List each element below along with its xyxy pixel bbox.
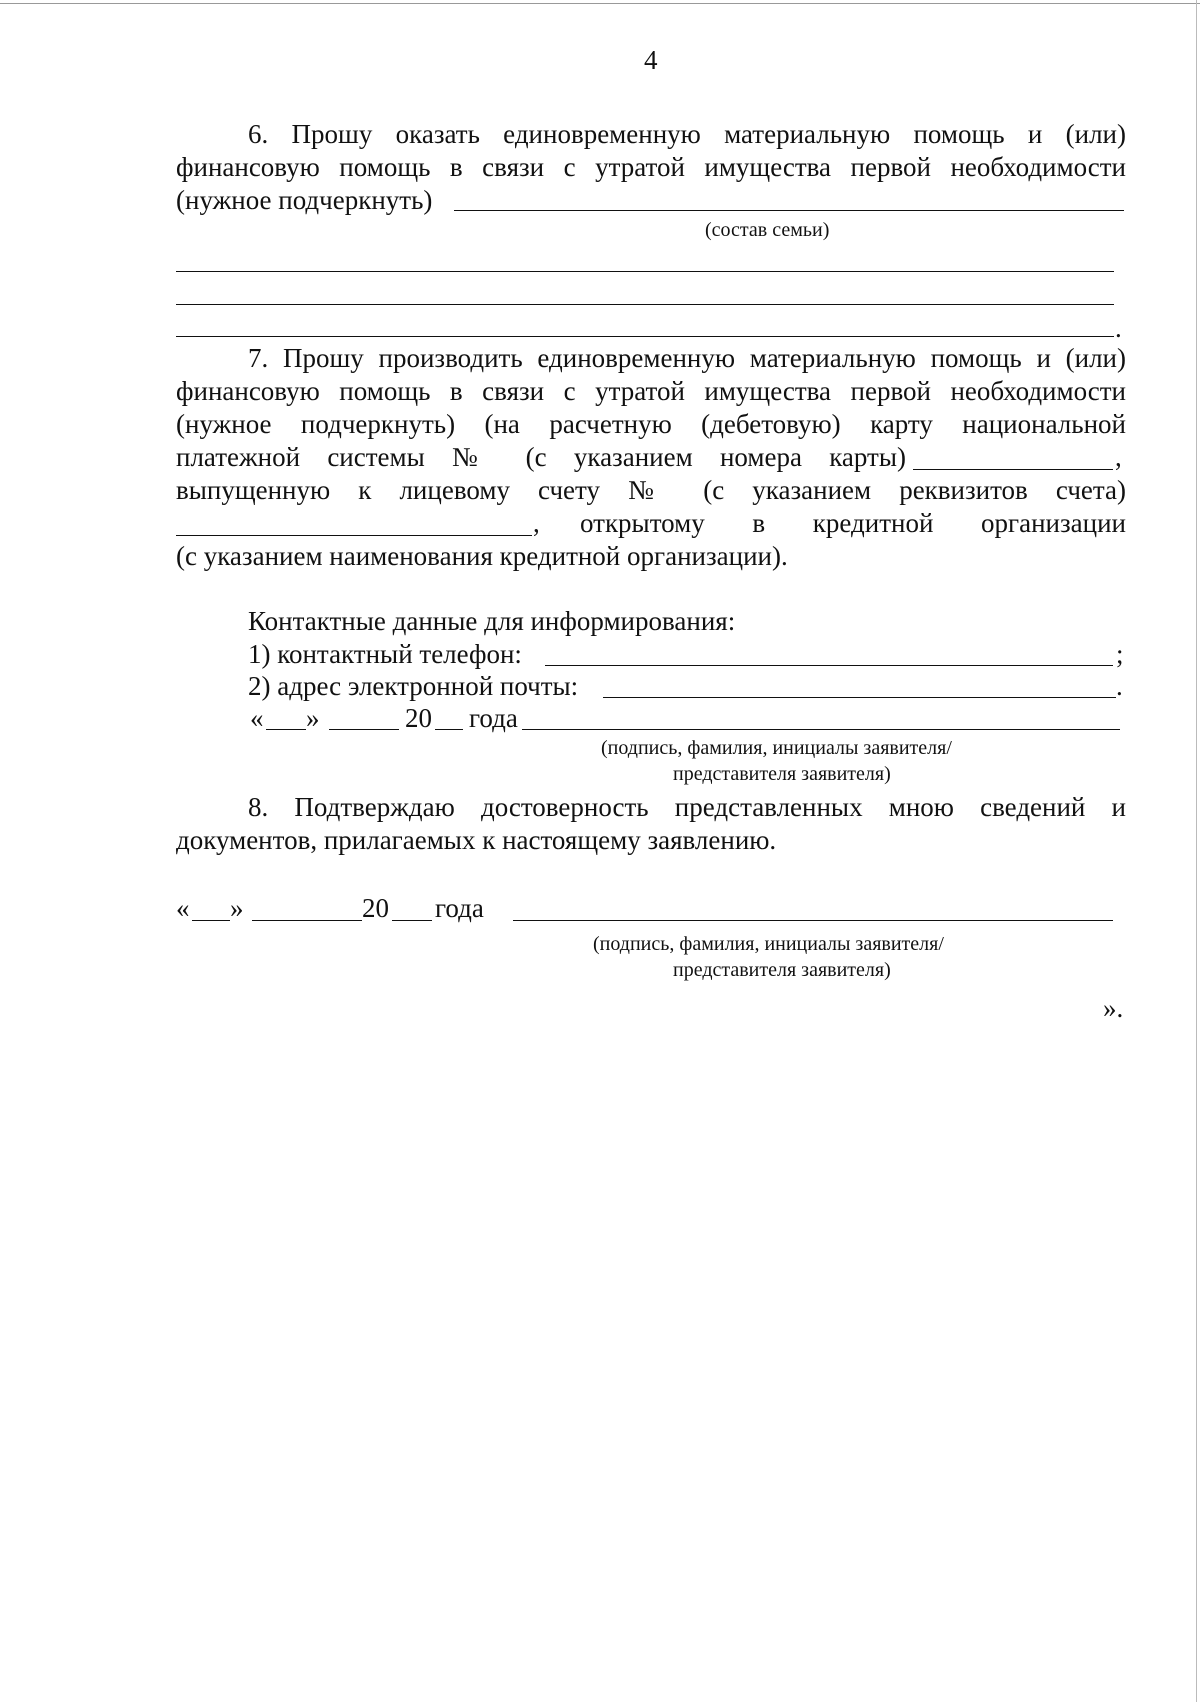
account-details-comma: , [533, 508, 540, 538]
account-details-field[interactable] [176, 535, 532, 536]
date-year-prefix: 20 [405, 703, 432, 733]
phone-label: 1) контактный телефон: [248, 639, 522, 669]
date-year-word: года [469, 703, 518, 733]
phone-end: ; [1116, 639, 1124, 669]
family-end-period: . [1115, 313, 1122, 343]
email-label: 2) адрес электронной почты: [248, 671, 579, 701]
final-date-quote-open: « [176, 893, 190, 923]
family-line-3[interactable] [176, 336, 1114, 337]
family-composition-caption: (состав семьи) [705, 219, 830, 241]
section-7-line-7: (с указанием наименования кредитной организации). [176, 541, 788, 571]
date-quote-open: « [250, 703, 264, 733]
signature-caption-1: (подпись, фамилия, инициалы заявителя/ [601, 737, 952, 759]
contacts-heading: Контактные данные для информирования: [248, 606, 736, 636]
section-7-line-3: (нужное подчеркнуть) (на расчетную (дебетовую) карту национальной [176, 409, 1126, 439]
final-date-year-prefix: 20 [362, 893, 389, 923]
date-year-field[interactable] [435, 729, 463, 730]
final-date-day-field[interactable] [192, 920, 230, 921]
final-date-quote-close: » [230, 893, 244, 923]
family-line-1[interactable] [176, 271, 1114, 272]
section-7-line-2: финансовую помощь в связи с утратой имущества первой необходимости [176, 376, 1126, 406]
final-signature-caption-1: (подпись, фамилия, инициалы заявителя/ [593, 933, 944, 955]
final-date-year-word: года [435, 893, 484, 923]
date-day-field[interactable] [266, 729, 306, 730]
final-date-month-field[interactable] [252, 920, 362, 921]
final-date-year-field[interactable] [392, 920, 432, 921]
section-7-line-5: выпущенную к лицевому счету № (с указанием реквизитов счета) [176, 475, 1126, 505]
email-field[interactable] [603, 697, 1116, 698]
signature-caption-2: представителя заявителя) [673, 763, 891, 785]
section-6-line-2: финансовую помощь в связи с утратой имущества первой необходимости [176, 152, 1126, 182]
closing-quote: ». [1103, 993, 1124, 1023]
page-number: 4 [644, 45, 658, 75]
final-signature-caption-2: представителя заявителя) [673, 959, 891, 981]
section-7-line-1: 7. Прошу производить единовременную материальную помощь и (или) [248, 343, 1126, 373]
section-7-line-6: открытому в кредитной организации [580, 508, 1126, 538]
phone-field[interactable] [545, 665, 1113, 666]
family-composition-field[interactable] [454, 210, 1124, 211]
section-6-line-3: (нужное подчеркнуть) [176, 185, 433, 215]
card-number-comma: , [1115, 442, 1122, 472]
section-6-line-1: 6. Прошу оказать единовременную материальную помощь и (или) [248, 119, 1126, 149]
email-end: . [1116, 671, 1123, 701]
scan-right-edge [1196, 0, 1197, 1702]
section-8-line-1: 8. Подтверждаю достоверность представленных мною сведений и [248, 792, 1126, 822]
signature-field[interactable] [522, 729, 1120, 730]
date-month-field[interactable] [329, 729, 399, 730]
family-line-2[interactable] [176, 304, 1114, 305]
section-7-line-4: платежной системы № (с указанием номера карты) [176, 442, 906, 472]
section-8-line-2: документов, прилагаемых к настоящему заявлению. [176, 825, 777, 855]
final-signature-field[interactable] [513, 920, 1113, 921]
card-number-field[interactable] [913, 469, 1113, 470]
scan-top-edge [0, 3, 1200, 4]
date-quote-close: » [306, 703, 320, 733]
